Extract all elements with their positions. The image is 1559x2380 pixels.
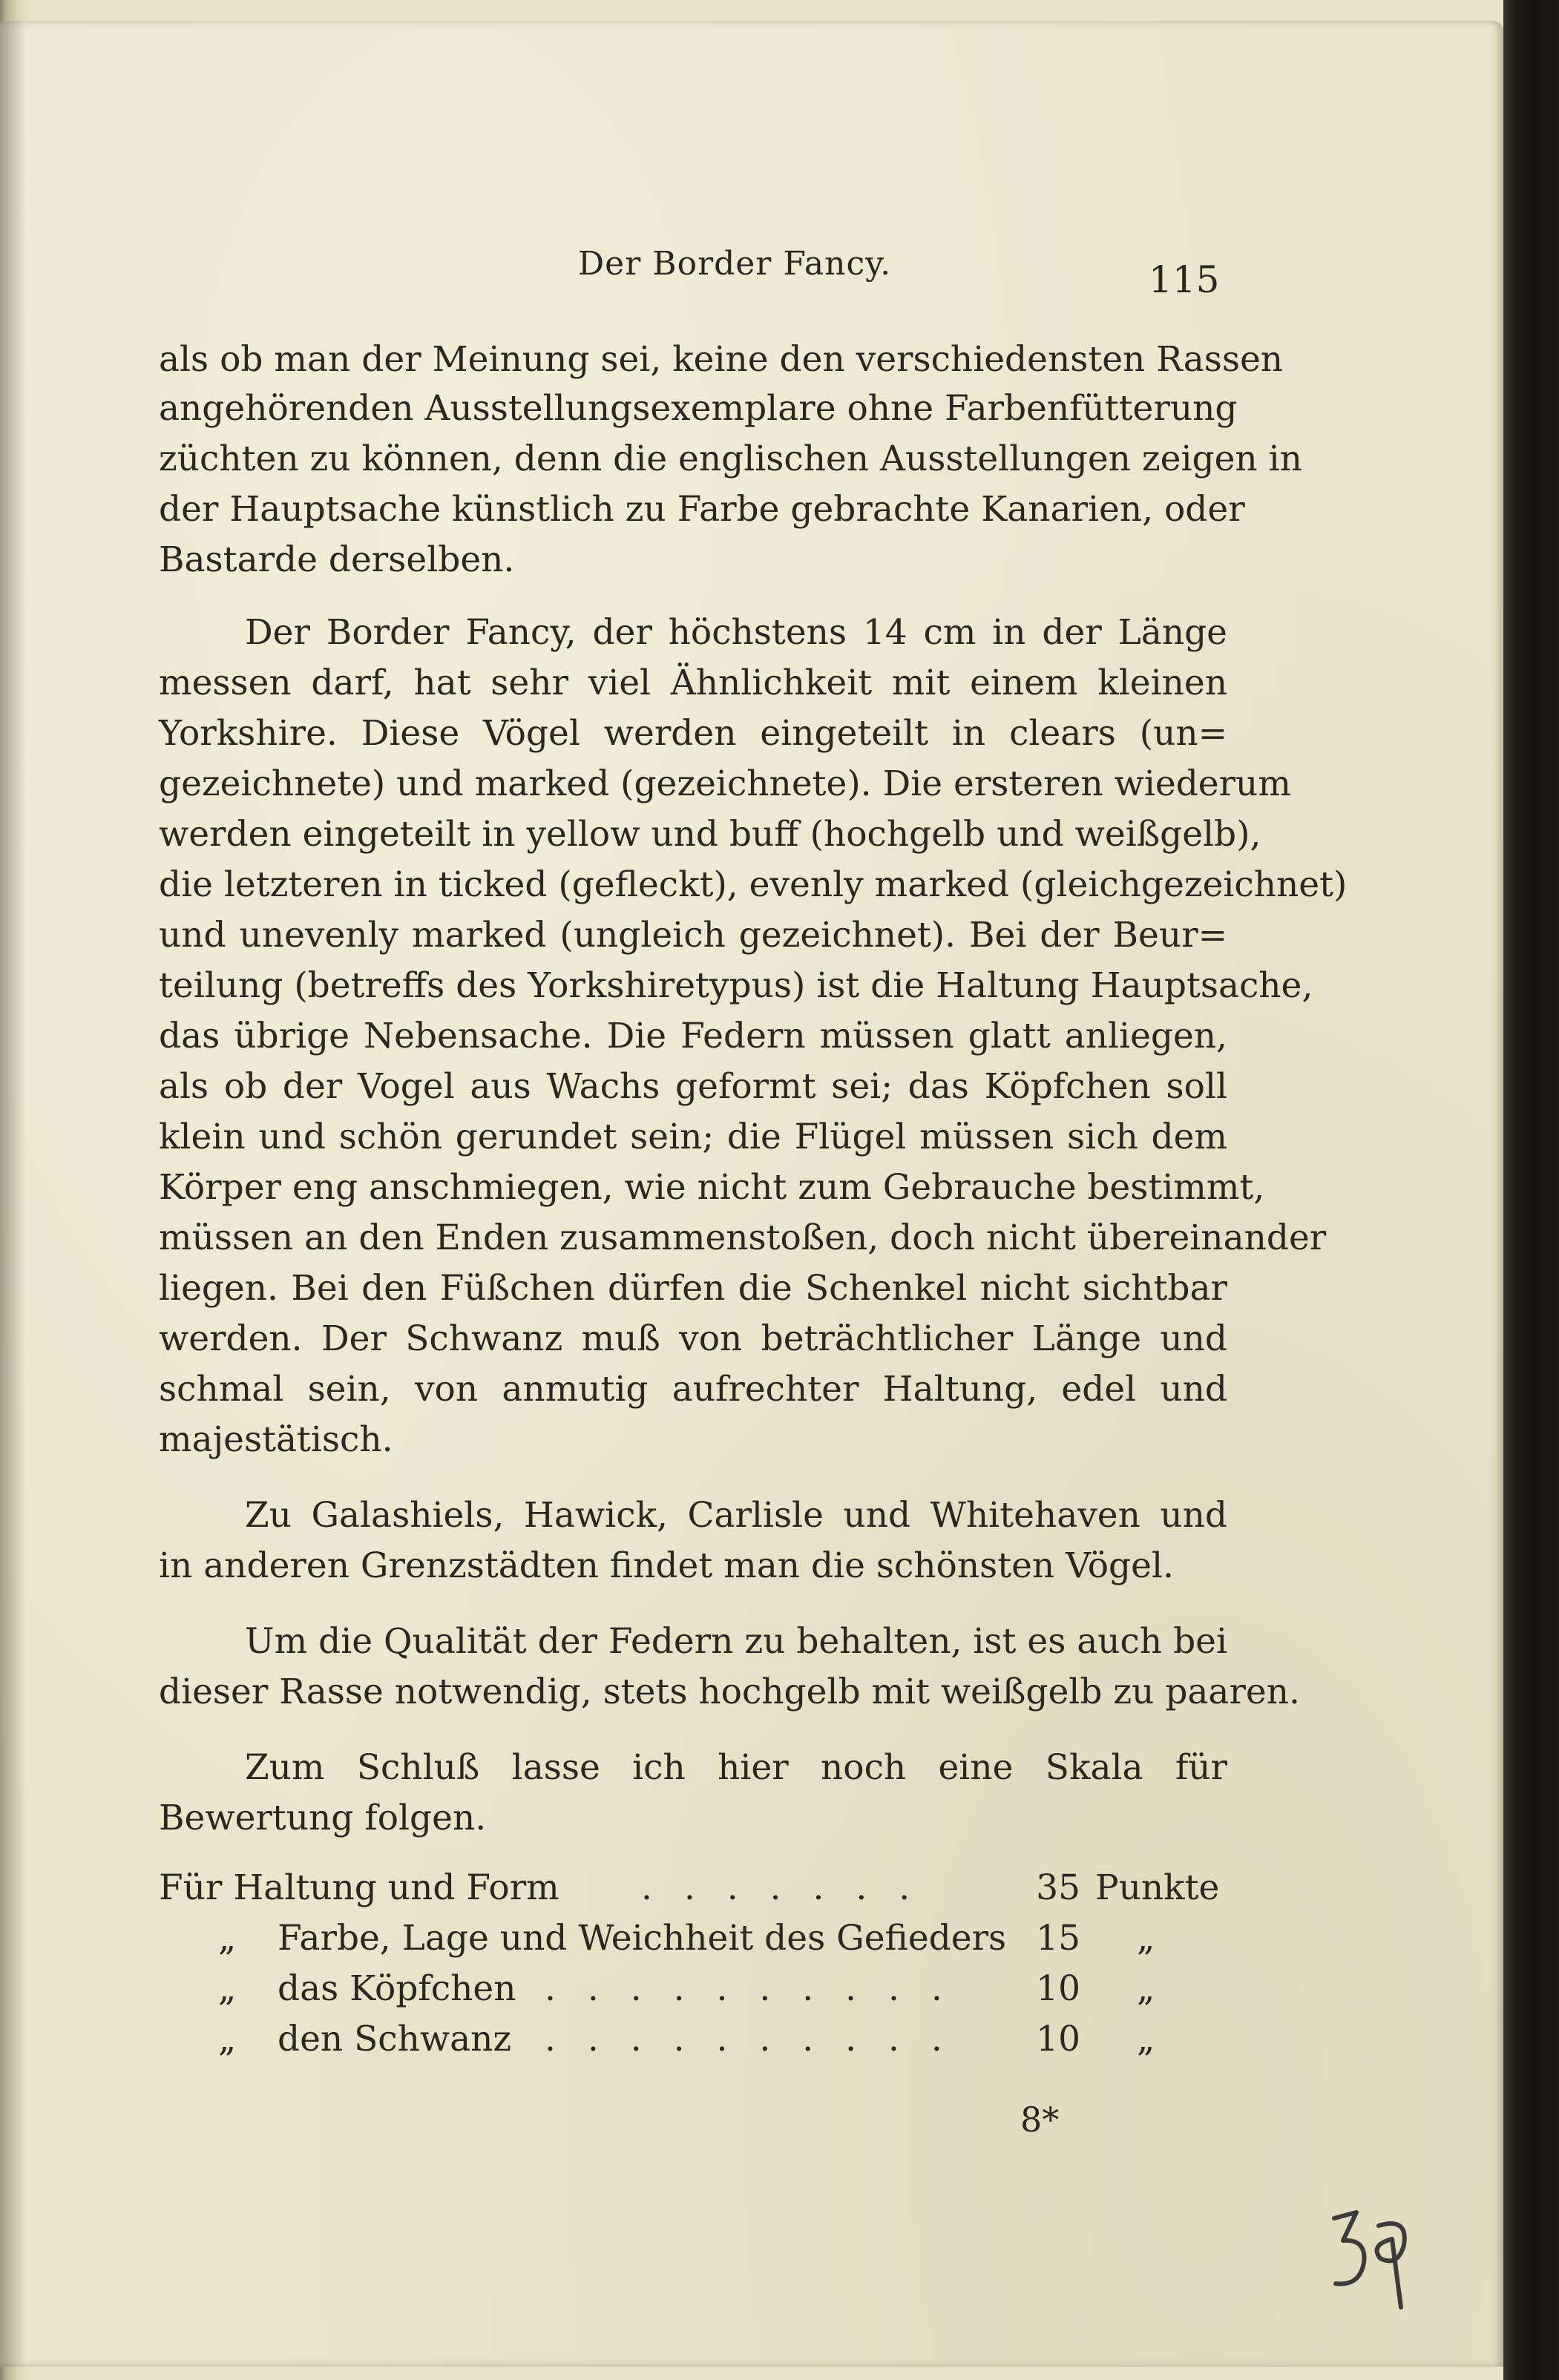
text-line: als ob der Vogel aus Wachs geformt sei; das Köpfchen soll (159, 1066, 1227, 1107)
text-line: die letzteren in ticked (gefleckt), evenly marked (gleichgezeichnet) (159, 864, 1348, 905)
ditto-mark: „ (1137, 1918, 1155, 1959)
scale-label: Für Haltung und Form (159, 1867, 559, 1908)
scale-points: 10 (1036, 2019, 1080, 2060)
text-line: Um die Qualität der Federn zu behalten, ist es auch bei (245, 1621, 1228, 1662)
scale-row (159, 2015, 1227, 2064)
scale-label: das Köpfchen (278, 1968, 516, 2009)
text-line: angehörenden Ausstellungsexemplare ohne Farbenfütterung (159, 388, 1238, 429)
text-line: und unevenly marked (ungleich gezeichnet). Bei der Beur= (159, 915, 1227, 956)
ditto-mark: „ (218, 1918, 237, 1959)
scale-leader-dots: . . . . . . . . . . (545, 2019, 953, 2060)
scale-leader-dots: . . . . . . . . . . (545, 1968, 953, 2009)
signature-mark: 8* (1020, 2100, 1060, 2140)
text-line: Zum Schluß lasse ich hier noch eine Skala für (245, 1747, 1227, 1788)
ditto-mark: „ (218, 1968, 237, 2009)
text-line: als ob man der Meinung sei, keine den verschiedensten Rassen (159, 339, 1284, 380)
page-gutter-shadow (0, 21, 25, 2367)
text-line: gezeichnete) und marked (gezeichnete). Die ersteren wiederum (159, 763, 1291, 804)
text-line: Yorkshire. Diese Vögel werden eingeteilt in clears (un= (159, 713, 1227, 754)
scale-points: 10 (1036, 1968, 1080, 2009)
text-line: werden. Der Schwanz muß von beträchtlicher Länge und (159, 1318, 1227, 1359)
text-line: züchten zu können, denn die englischen Ausstellungen zeigen in (159, 438, 1302, 479)
scale-unit: Punkte (1095, 1867, 1220, 1908)
running-header: Der Border Fancy. (577, 245, 892, 283)
text-line: messen darf, hat sehr viel Ähnlichkeit mit einem kleinen (159, 663, 1227, 703)
scale-label: Farbe, Lage und Weichheit des Gefieders (278, 1918, 1007, 1959)
ditto-mark: „ (1137, 2019, 1155, 2060)
ditto-mark: „ (1137, 1968, 1155, 2009)
book-cover-edge (1503, 0, 1559, 2380)
text-line: in anderen Grenzstädten findet man die schönsten Vögel. (159, 1545, 1174, 1586)
text-line: klein und schön gerundet sein; die Flügel müssen sich dem (159, 1117, 1227, 1157)
scale-label: den Schwanz (278, 2019, 512, 2060)
text-line: Bastarde derselben. (159, 539, 515, 580)
text-line: liegen. Bei den Füßchen dürfen die Schenkel nicht sichtbar (159, 1268, 1227, 1309)
text-line: dieser Rasse notwendig, stets hochgelb mit weißgelb zu paaren. (159, 1671, 1300, 1712)
scale-leader-dots: . . . . . . . (641, 1867, 921, 1908)
text-line: Körper eng anschmiegen, wie nicht zum Gebrauche bestimmt, (159, 1167, 1265, 1208)
text-line: schmal sein, von anmutig aufrechter Haltung, edel und (159, 1369, 1227, 1410)
scale-row (159, 1965, 1227, 2014)
scale-points: 15 (1036, 1918, 1080, 1959)
text-line: Zu Galashiels, Hawick, Carlisle und Whitehaven und (245, 1495, 1227, 1536)
scale-row (159, 1914, 1227, 1963)
text-line: müssen an den Enden zusammenstoßen, doch nicht übereinander (159, 1217, 1327, 1258)
handwritten-folio-mark (1321, 2196, 1425, 2315)
scale-points: 35 (1036, 1867, 1080, 1908)
text-line: Bewertung folgen. (159, 1798, 487, 1838)
ditto-mark: „ (218, 2019, 237, 2060)
text-line: das übrige Nebensache. Die Federn müssen glatt anliegen, (159, 1016, 1227, 1056)
scale-row (159, 1864, 1227, 1913)
page-number: 115 (1149, 258, 1220, 301)
text-line: der Hauptsache künstlich zu Farbe gebrachte Kanarien, oder (159, 489, 1245, 530)
text-line: teilung (betreffs des Yorkshiretypus) ist die Haltung Hauptsache, (159, 965, 1313, 1006)
text-line: Der Border Fancy, der höchstens 14 cm in der Länge (245, 612, 1227, 653)
text-line: majestätisch. (159, 1419, 393, 1460)
text-line: werden eingeteilt in yellow und buff (hochgelb und weißgelb), (159, 814, 1261, 855)
